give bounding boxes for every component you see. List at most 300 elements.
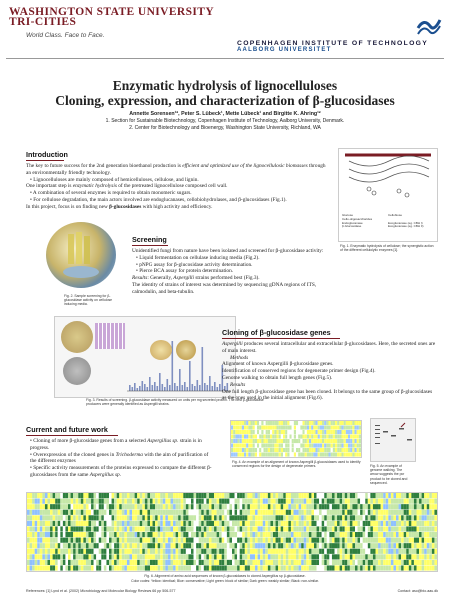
alignment-cell — [127, 532, 130, 537]
alignment-cell — [337, 504, 340, 509]
alignment-cell — [355, 549, 358, 554]
alignment-cell — [373, 510, 376, 515]
activity-bar — [199, 385, 201, 391]
alignment-cell — [279, 444, 281, 448]
alignment-cell — [247, 560, 250, 565]
alignment-cell — [86, 493, 89, 498]
alignment-cell — [163, 499, 166, 504]
alignment-cell — [181, 515, 184, 520]
alignment-cell — [337, 565, 340, 570]
alignment-cell — [219, 526, 222, 531]
alignment-cell — [135, 510, 138, 515]
alignment-cell — [360, 521, 363, 526]
alignment-cell — [316, 448, 318, 452]
alignment-cell — [163, 526, 166, 531]
alignment-cell — [331, 426, 333, 430]
alignment-cell — [127, 543, 130, 548]
alignment-cell — [358, 554, 361, 559]
alignment-cell — [383, 504, 386, 509]
alignment-cell — [409, 565, 412, 570]
alignment-cell — [406, 538, 409, 543]
alignment-cell — [337, 549, 340, 554]
alignment-cell — [155, 504, 158, 509]
alignment-cell — [263, 515, 266, 520]
alignment-cell — [35, 504, 38, 509]
alignment-cell — [317, 543, 320, 548]
alignment-cell — [78, 560, 81, 565]
alignment-cell — [201, 543, 204, 548]
alignment-cell — [81, 510, 84, 515]
activity-bar — [147, 387, 149, 391]
alignment-cell — [401, 515, 404, 520]
alignment-cell — [65, 504, 68, 509]
alignment-cell — [386, 504, 389, 509]
alignment-cell — [55, 549, 58, 554]
alignment-cell — [258, 532, 261, 537]
alignment-cell — [381, 493, 384, 498]
alignment-cell — [337, 515, 340, 520]
alignment-cell — [393, 515, 396, 520]
alignment-cell — [99, 538, 102, 543]
alignment-cell — [37, 504, 40, 509]
alignment-cell — [68, 560, 71, 565]
alignment-cell — [378, 565, 381, 570]
alignment-cell — [150, 493, 153, 498]
alignment-cell — [196, 549, 199, 554]
alignment-cell — [253, 493, 256, 498]
alignment-cell — [360, 543, 363, 548]
alignment-cell — [255, 453, 257, 457]
alignment-cell — [319, 504, 322, 509]
alignment-cell — [78, 493, 81, 498]
introduction-section — [26, 150, 326, 211]
alignment-cell — [178, 493, 181, 498]
alignment-cell — [253, 453, 255, 457]
cit-name: COPENHAGEN INSTITUTE OF TECHNOLOGY — [237, 40, 429, 47]
alignment-cell — [404, 538, 407, 543]
alignment-cell — [270, 439, 272, 443]
alignment-cell — [279, 448, 281, 452]
alignment-cell — [327, 560, 330, 565]
alignment-cell — [376, 549, 379, 554]
alignment-cell — [32, 549, 35, 554]
alignment-cell — [163, 493, 166, 498]
activity-bar — [217, 387, 219, 391]
alignment-cell — [307, 453, 309, 457]
alignment-cell — [124, 504, 127, 509]
alignment-cell — [281, 515, 284, 520]
alignment-cell — [258, 526, 261, 531]
alignment-cell — [65, 560, 68, 565]
alignment-cell — [360, 554, 363, 559]
alignment-cell — [237, 543, 240, 548]
alignment-cell — [119, 560, 122, 565]
fig5-caption: Fig. 5. An example of genome walking. The arrow suggests the pcr product to be cloned and sequenced. — [370, 464, 408, 485]
alignment-cell — [399, 526, 402, 531]
alignment-cell — [217, 565, 220, 570]
alignment-cell — [352, 510, 355, 515]
alignment-cell — [153, 504, 156, 509]
alignment-cell — [417, 532, 420, 537]
alignment-cell — [173, 493, 176, 498]
alignment-cell — [391, 526, 394, 531]
alignment-cell — [300, 444, 302, 448]
alignment-cell — [335, 543, 338, 548]
alignment-cell — [276, 538, 279, 543]
alignment-cell — [345, 560, 348, 565]
alignment-cell — [299, 532, 302, 537]
alignment-cell — [219, 493, 222, 498]
alignment-cell — [352, 426, 354, 430]
alignment-cell — [237, 532, 240, 537]
alignment-cell — [229, 554, 232, 559]
alignment-cell — [235, 430, 237, 434]
flask-icon — [46, 222, 116, 288]
alignment-cell — [104, 554, 107, 559]
alignment-cell — [303, 421, 305, 425]
alignment-cell — [155, 543, 158, 548]
alignment-cell — [214, 521, 217, 526]
alignment-cell — [104, 515, 107, 520]
alignment-cell — [122, 510, 125, 515]
alignment-cell — [183, 554, 186, 559]
alignment-cell — [188, 565, 191, 570]
alignment-cell — [247, 565, 250, 570]
alignment-cell — [376, 543, 379, 548]
alignment-cell — [99, 510, 102, 515]
alignment-cell — [335, 493, 338, 498]
alignment-cell — [322, 499, 325, 504]
alignment-cell — [137, 532, 140, 537]
cloning-methods-label: Methods — [230, 354, 249, 361]
alignment-cell — [305, 435, 307, 439]
alignment-cell — [196, 510, 199, 515]
alignment-cell — [248, 448, 250, 452]
alignment-cell — [246, 439, 248, 443]
alignment-cell — [393, 526, 396, 531]
alignment-cell — [306, 549, 309, 554]
alignment-cell — [296, 538, 299, 543]
alignment-cell — [237, 526, 240, 531]
alignment-cell — [277, 444, 279, 448]
alignment-cell — [296, 521, 299, 526]
alignment-cell — [237, 510, 240, 515]
alignment-cell — [248, 435, 250, 439]
alignment-cell — [411, 499, 414, 504]
alignment-cell — [250, 554, 253, 559]
alignment-cell — [137, 515, 140, 520]
alignment-cell — [357, 444, 359, 448]
alignment-cell — [50, 543, 53, 548]
alignment-cell — [286, 499, 289, 504]
alignment-cell — [345, 493, 348, 498]
alignment-cell — [106, 515, 109, 520]
alignment-cell — [199, 549, 202, 554]
alignment-cell — [299, 493, 302, 498]
alignment-cell — [104, 538, 107, 543]
alignment-cell — [168, 493, 171, 498]
alignment-cell — [255, 549, 258, 554]
alignment-cell — [217, 538, 220, 543]
alignment-cell — [140, 504, 143, 509]
alignment-cell — [283, 448, 285, 452]
alignment-cell — [332, 515, 335, 520]
alignment-cell — [222, 565, 225, 570]
alignment-cell — [150, 560, 153, 565]
alignment-cell — [186, 526, 189, 531]
alignment-cell — [350, 426, 352, 430]
alignment-cell — [365, 538, 368, 543]
alignment-cell — [76, 499, 79, 504]
alignment-cell — [127, 499, 130, 504]
alignment-cell — [244, 421, 246, 425]
alignment-cell — [99, 515, 102, 520]
alignment-cell — [106, 493, 109, 498]
alignment-cell — [160, 493, 163, 498]
alignment-cell — [345, 504, 348, 509]
alignment-cell — [301, 493, 304, 498]
alignment-cell — [229, 538, 232, 543]
alignment-cell — [188, 560, 191, 565]
alignment-cell — [331, 435, 333, 439]
alignment-cell — [285, 439, 287, 443]
alignment-cell — [247, 510, 250, 515]
alignment-cell — [427, 515, 430, 520]
alignment-cell — [112, 532, 115, 537]
alignment-cell — [186, 521, 189, 526]
alignment-cell — [264, 448, 266, 452]
alignment-cell — [142, 499, 145, 504]
alignment-cell — [247, 554, 250, 559]
alignment-cell — [337, 444, 339, 448]
alignment-cell — [326, 453, 328, 457]
alignment-cell — [247, 515, 250, 520]
alignment-cell — [48, 549, 51, 554]
alignment-cell — [381, 554, 384, 559]
alignment-cell — [335, 444, 337, 448]
alignment-cell — [363, 493, 366, 498]
alignment-cell — [311, 421, 313, 425]
alignment-cell — [132, 504, 135, 509]
alignment-cell — [327, 510, 330, 515]
alignment-cell — [327, 499, 330, 504]
alignment-cell — [117, 510, 120, 515]
alignment-cell — [350, 526, 353, 531]
alignment-cell — [311, 554, 314, 559]
alignment-cell — [233, 421, 235, 425]
alignment-cell — [317, 521, 320, 526]
alignment-cell — [342, 426, 344, 430]
alignment-cell — [42, 521, 45, 526]
alignment-cell — [242, 526, 245, 531]
alignment-cell — [81, 543, 84, 548]
alignment-cell — [140, 521, 143, 526]
alignment-cell — [178, 515, 181, 520]
alignment-cell — [222, 515, 225, 520]
alignment-cell — [173, 565, 176, 570]
alignment-cell — [242, 439, 244, 443]
alignment-cell — [388, 565, 391, 570]
alignment-cell — [360, 493, 363, 498]
alignment-cell — [71, 532, 74, 537]
alignment-cell — [303, 439, 305, 443]
alignment-cell — [48, 554, 51, 559]
activity-bar — [164, 387, 166, 391]
alignment-cell — [35, 543, 38, 548]
alignment-cell — [365, 565, 368, 570]
intro-p2: One important step is enzymatic hydrolysis of the pretreated lignocellulose composed cell wall. — [26, 183, 228, 190]
alignment-cell — [348, 435, 350, 439]
alignment-cell — [292, 453, 294, 457]
alignment-cell — [140, 560, 143, 565]
alignment-cell — [250, 532, 253, 537]
alignment-cell — [78, 565, 81, 570]
alignment-cell — [50, 510, 53, 515]
alignment-cell — [232, 565, 235, 570]
alignment-cell — [176, 560, 179, 565]
alignment-cell — [346, 439, 348, 443]
screening-identity: The identity of strains of interest was determined by sequencing gDNA regions of ITS, calmodulin, and beta-tubulin. — [132, 281, 317, 295]
alignment-cell — [348, 430, 350, 434]
alignment-cell — [50, 560, 53, 565]
alignment-cell — [150, 521, 153, 526]
alignment-cell — [119, 565, 122, 570]
alignment-cell — [419, 515, 422, 520]
alignment-cell — [114, 538, 117, 543]
alignment-cell — [406, 493, 409, 498]
alignment-cell — [345, 515, 348, 520]
alignment-cell — [73, 493, 76, 498]
alignment-cell — [324, 565, 327, 570]
alignment-cell — [290, 435, 292, 439]
alignment-cell — [270, 510, 273, 515]
alignment-cell — [434, 549, 437, 554]
alignment-cell — [355, 435, 357, 439]
alignment-cell — [348, 439, 350, 443]
alignment-cell — [235, 435, 237, 439]
alignment-cell — [35, 521, 38, 526]
alignment-cell — [322, 444, 324, 448]
alignment-cell — [48, 521, 51, 526]
alignment-cell — [188, 493, 191, 498]
activity-bar — [134, 383, 136, 391]
alignment-cell — [359, 448, 361, 452]
alignment-cell — [318, 444, 320, 448]
alignment-cell — [237, 493, 240, 498]
alignment-cell — [337, 439, 339, 443]
alignment-cell — [160, 560, 163, 565]
alignment-cell — [324, 453, 326, 457]
alignment-cell — [137, 521, 140, 526]
alignment-cell — [96, 532, 99, 537]
alignment-cell — [345, 565, 348, 570]
alignment-cell — [283, 439, 285, 443]
alignment-cell — [406, 515, 409, 520]
alignment-cell — [411, 493, 414, 498]
alignment-cell — [231, 430, 233, 434]
alignment-cell — [109, 532, 112, 537]
alignment-cell — [199, 560, 202, 565]
alignment-cell — [347, 560, 350, 565]
alignment-cell — [137, 538, 140, 543]
alignment-cell — [368, 504, 371, 509]
alignment-cell — [355, 499, 358, 504]
alignment-cell — [122, 560, 125, 565]
alignment-cell — [352, 444, 354, 448]
alignment-cell — [37, 493, 40, 498]
alignment-cell — [350, 421, 352, 425]
alignment-cell — [429, 493, 432, 498]
alignment-cell — [386, 549, 389, 554]
alignment-cell — [240, 510, 243, 515]
alignment-cell — [48, 560, 51, 565]
alignment-cell — [417, 526, 420, 531]
alignment-cell — [212, 515, 215, 520]
alignment-cell — [78, 510, 81, 515]
alignment-cell — [122, 538, 125, 543]
alignment-cell — [303, 435, 305, 439]
alignment-cell — [322, 426, 324, 430]
alignment-cell — [32, 521, 35, 526]
alignment-cell — [391, 493, 394, 498]
alignment-cell — [214, 560, 217, 565]
alignment-cell — [240, 421, 242, 425]
alignment-cell — [373, 499, 376, 504]
alignment-cell — [145, 543, 148, 548]
alignment-cell — [55, 504, 58, 509]
alignment-cell — [301, 532, 304, 537]
alignment-cell — [127, 521, 130, 526]
alignment-cell — [94, 538, 97, 543]
alignment-cell — [142, 532, 145, 537]
alignment-cell — [270, 448, 272, 452]
alignment-cell — [432, 543, 435, 548]
alignment-cell — [359, 453, 361, 457]
alignment-cell — [329, 510, 332, 515]
alignment-cell — [250, 543, 253, 548]
alignment-cell — [329, 543, 332, 548]
alignment-cell — [388, 532, 391, 537]
alignment-cell — [401, 543, 404, 548]
alignment-cell — [300, 421, 302, 425]
alignment-cell — [365, 510, 368, 515]
alignment-cell — [316, 426, 318, 430]
alignment-cell — [263, 510, 266, 515]
alignment-cell — [317, 504, 320, 509]
alignment-cell — [329, 560, 332, 565]
alignment-cell — [229, 526, 232, 531]
alignment-cell — [258, 504, 261, 509]
alignment-cell — [288, 510, 291, 515]
alignment-cell — [396, 538, 399, 543]
alignment-cell — [251, 444, 253, 448]
alignment-cell — [401, 521, 404, 526]
alignment-cell — [181, 538, 184, 543]
alignment-cell — [358, 510, 361, 515]
alignment-cell — [335, 430, 337, 434]
alignment-cell — [288, 565, 291, 570]
alignment-cell — [365, 515, 368, 520]
alignment-cell — [145, 560, 148, 565]
alignment-cell — [427, 532, 430, 537]
alignment-cell — [388, 521, 391, 526]
alignment-cell — [68, 526, 71, 531]
alignment-cell — [352, 504, 355, 509]
alignment-cell — [409, 515, 412, 520]
alignment-cell — [145, 538, 148, 543]
alignment-cell — [78, 538, 81, 543]
alignment-cell — [322, 504, 325, 509]
